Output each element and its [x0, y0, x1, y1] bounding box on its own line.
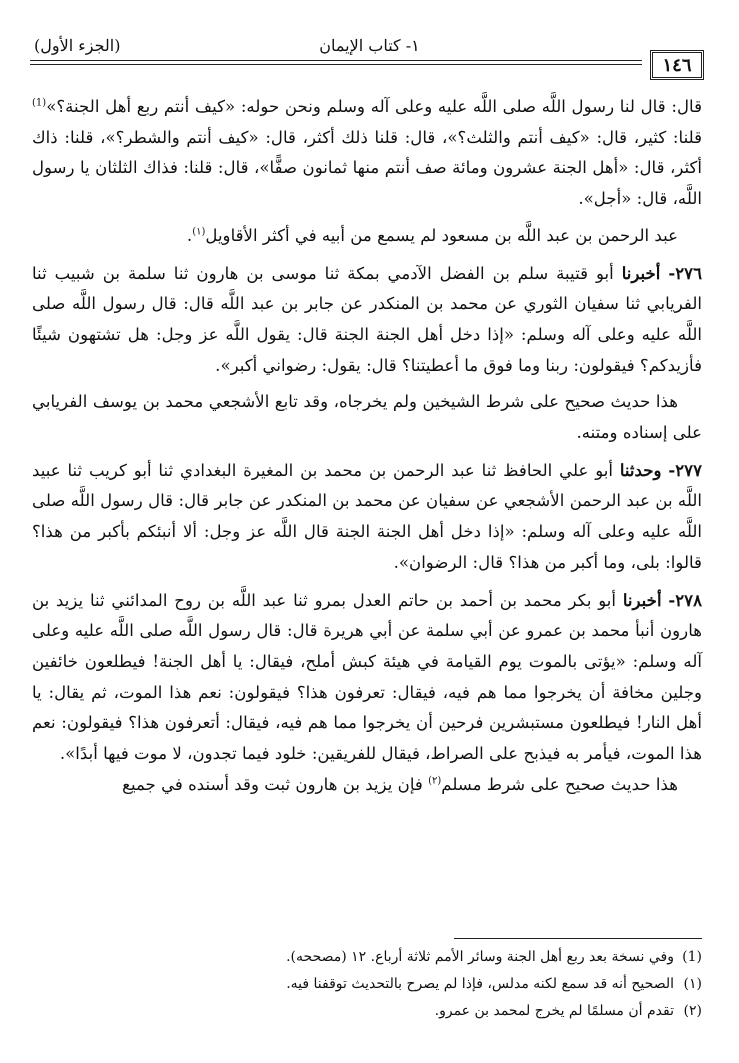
header-rule-top [30, 60, 642, 61]
hadith-278: ٢٧٨- أخبرنا أبو بكر محمد بن أحمد بن حاتم العدل بمرو ثنا عبد اللَّه بن روح المدائني ثنا يزيد بن هارون أنبأ محمد بن عمرو عن أبي سلمة عن أبي هريرة قال: قال رسول اللَّه صلى اللَّه عليه وعلى آله وسلم: «يؤتى بالموت يوم القيامة في هيئة كبش أملح، فيقال: يا أهل الجنة! فيطلعون خائفين وجلين مخافة أن يخرجوا مما هم فيه، فيقال: تعرفون هذا؟ فيقولون: نعم هذا الموت، ثم يقال: يا أهل النار! فيطلعون مستبشرين فرحين أن يخرجوا مما هم فيه، فيقال: أتعرفون هذا؟ فيقولون: نعم هذا الموت، فيأمر به فيذبح على الصراط، فيقال للفريقين: خلود فيما تجدون، لا موت فيها أبدًا». [32, 589, 702, 764]
hadith-278-commentary: هذا حديث صحيح على شرط مسلم$^{(٢)}$ فإن يزيد بن هارون ثبت وقد أسنده في جميع [122, 774, 678, 794]
footnote-mark: (1) [682, 949, 702, 965]
footnote: (١)الصحيح أنه قد سمع لكنه مدلس، فإذا لم يصرح بالتحديث توقفنا فيه. [32, 971, 702, 998]
paragraph-commentary-275: عبد الرحمن بن عبد اللَّه بن مسعود لم يسمع من أبيه في أكثر الأقاويل$^{(١)}$. [186, 225, 678, 245]
hadith-276-commentary: هذا حديث صحيح على شرط الشيخين ولم يخرجاه، وقد تابع الأشجعي محمد بن يوسف الفريابي على إسناده ومتنه. [32, 392, 702, 443]
hadith-number: ٢٧٨- [668, 589, 702, 610]
footnote-ref: (٢) [428, 775, 442, 787]
hadith-keyword: أخبرنا [622, 589, 662, 610]
hadith-276: ٢٧٦- أخبرنا أبو قتيبة سلم بن الفضل الآدمي بمكة ثنا موسى بن هارون ثنا سلمة بن شبيب ثنا الفريابي ثنا سفيان الثوري عن محمد بن المنكدر عن جابر بن عبد اللَّه قال: قال رسول اللَّه صلى اللَّه عليه وعلى آله وسلم: «إذا دخل أهل الجنة الجنة قال: يقول اللَّه عز وجل: هل تشتهون شيئًا فأزيدكم؟ فيقولون: ربنا وما فوق ما أعطيتنا؟ قال: يقول: رضواني أكبر». [32, 262, 702, 375]
hadith-keyword: وحدثنا [619, 459, 662, 480]
page-number: ١٤٦ [662, 54, 692, 76]
main-text [32, 92, 702, 800]
header-rule-bottom [30, 64, 642, 65]
footnote-separator [454, 938, 702, 939]
hadith-number: ٢٧٦- [668, 262, 702, 283]
footnote-mark: (١) [683, 976, 702, 992]
footnote-mark: (٢) [683, 1003, 702, 1019]
paragraph-hadith-275-end: قال: قال لنا رسول اللَّه صلى اللَّه عليه وعلى آله وسلم ونحن حوله: «كيف أنتم ربع أهل الجنة؟»$^{(1)}$ قلنا: كثير، قال: «كيف أنتم والثلث؟»، قال: قلنا ذلك أكثر، قال: «كيف أنتم والشطر؟»، قلنا: ذاك أكثر، قال: «أهل الجنة عشرون ومائة صف أنتم منها ثمانون صفًّا»، قال: قلنا: فذاك الثلثان يا رسول اللَّه، قال: «أجل». [32, 97, 702, 209]
chapter-title: ١- كتاب الإيمان [319, 36, 420, 55]
footnote: (1)وفي نسخة بعد ربع أهل الجنة وسائر الأمم ثلاثة أرباع. ١٢ (مصححه). [32, 944, 702, 971]
hadith-number: ٢٧٧- [668, 459, 702, 480]
footnote: (٢)تقدم أن مسلمًا لم يخرج لمحمد بن عمرو. [32, 998, 702, 1025]
hadith-277: ٢٧٧- وحدثنا أبو علي الحافظ ثنا عبد الرحمن بن محمد بن المغيرة البغدادي ثنا أبو كريب ثنا عبيد اللَّه بن عبد الرحمن الأشجعي عن سفيان عن محمد بن المنكدر عن جابر قال: قال رسول اللَّه صلى اللَّه عليه وعلى آله وسلم: «إذا دخل أهل الجنة الجنة قال اللَّه عز وجل: ألا أنبئكم بأكبر من هذا؟ قالوا: بلى، وما أكبر من هذا؟ قال: الرضوان». [32, 459, 702, 572]
footnote-ref: (1) [32, 97, 47, 109]
hadith-keyword: أخبرنا [621, 262, 661, 283]
page-number-box [650, 50, 704, 80]
footnote-ref: (١) [192, 226, 206, 238]
footnotes [32, 944, 702, 1025]
volume-label: (الجزء الأول) [34, 36, 121, 55]
